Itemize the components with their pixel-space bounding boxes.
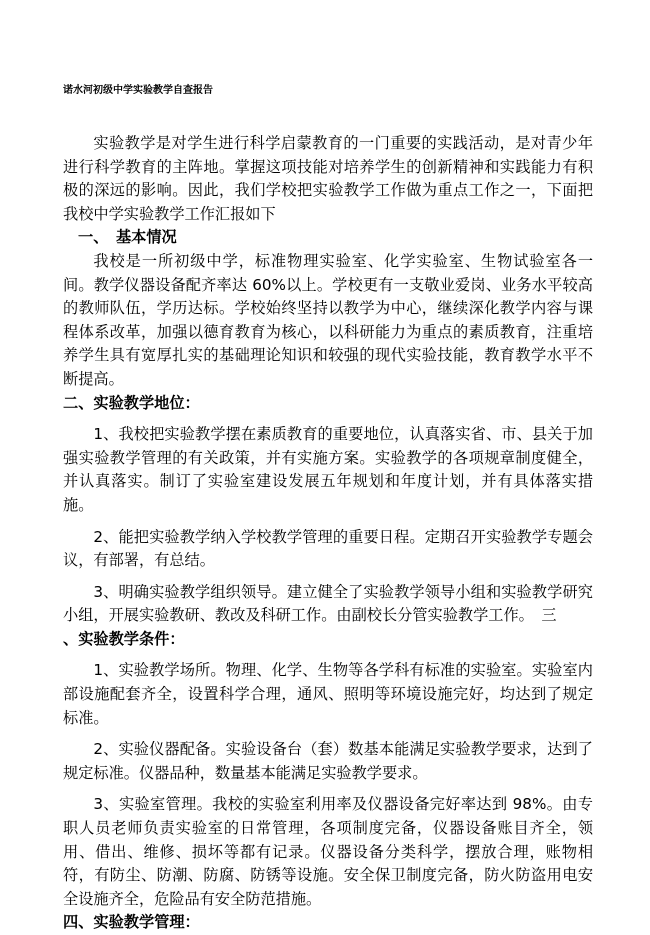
section-heading-teaching-conditions: 、实验教学条件： [63,629,185,648]
teaching-conditions-paragraph-1: 1、实验教学场所。物理、化学、生物等各学科有标准的实验室。实验室内部设施配套齐全，设置科学合理，通风、照明等环境设施完好，均达到了规定标准。 [63,661,593,727]
teaching-status-paragraph-2: 2、能把实验教学纳入学校教学管理的重要日程。定期召开实验教学专题会议，有部署，有总结。 [63,527,593,570]
teaching-status-paragraph-1: 1、我校把实验教学摆在素质教育的重要地位，认真落实省、市、县关于加强实验教学管理的有关政策，并有实施方案。实验教学的各项规章制度健全，并认真落实。制订了实验室建设发展五年规划和年度计划，并有具体落实措施。 [63,425,593,514]
document-body [63,132,593,935]
section-heading-basic-info: 一、 基本情况 [78,228,177,247]
section-heading-teaching-management: 四、实验教学管理： [63,913,200,932]
section-heading-teaching-status: 二、实验教学地位： [63,393,200,412]
teaching-conditions-paragraph-2: 2、实验仪器配备。实验设备台（套）数基本能满足实验教学要求，达到了规定标准。仪器品种，数量基本能满足实验教学要求。 [63,740,593,782]
intro-paragraph: 实验教学是对学生进行科学启蒙教育的一门重要的实践活动，是对青少年进行科学教育的主阵地。掌握这项技能对培养学生的创新精神和实践能力有积极的深远的影响。因此，我们学校把实验教学工作做为重点工作之一，下面把我校中学实验教学工作汇报如下 [63,134,593,223]
teaching-conditions-paragraph-3: 3、实验室管理。我校的实验室利用率及仪器设备完好率达到 98%。由专职人员老师负责实验室的日常管理，各项制度完备，仪器设备账目齐全，领用、借出、维修、损坏等都有记录。仪器设备分类科学，摆放合理，账物相符，有防尘、防潮、防腐、防锈等设施。安全保卫制度完备，防火防盗用电安全设施齐全，危险品有安全防范措施。 [63,795,593,908]
basic-info-paragraph: 我校是一所初级中学，标准物理实验室、化学实验室、生物试验室各一间。教学仪器设备配齐率达 60%以上。学校更有一支敬业爱岗、业务水平较高的教师队伍，学历达标。学校始终坚持以教学为中心，继续深化教学内容与课程体系改革，加强以德育教育为核心，以科研能力为重点的素质教育，注重培养学生具有宽厚扎实的基础理论知识和较强的现代实验技能，教育教学水平不断提高。 [63,251,593,388]
teaching-status-paragraph-3: 3、明确实验教学组织领导。建立健全了实验教学领导小组和实验教学研究小组，开展实验教研、教改及科研工作。由副校长分管实验教学工作。 三 [63,582,593,625]
document-title: 诺水河初级中学实验教学自查报告 [63,85,213,96]
